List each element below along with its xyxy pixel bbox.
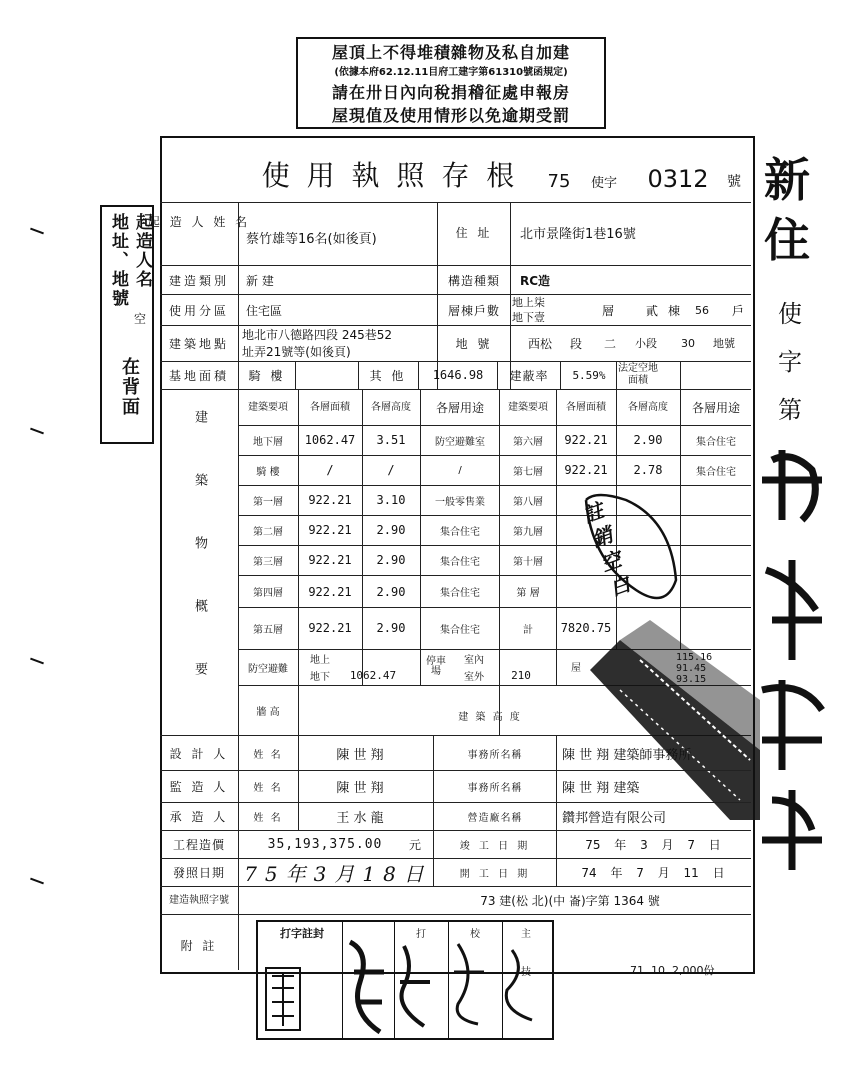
zone-label: 使用分區 [168,303,229,318]
floor-name: 第四層 [253,588,283,599]
notice-line2: (依據本府62.12.11目府工建字第61310號函規定) [334,67,568,78]
site-label: 建築地點 [168,336,229,351]
notice-line4: 屋現值及使用情形以免逾期受罰 [331,106,570,125]
below-label: 地下 [310,671,330,683]
rule [510,202,511,389]
floor-name: 地下層 [253,436,283,448]
supervisor-name: 陳 世 翔 [336,780,384,796]
right-char: 字 [778,348,802,376]
hdr-height-right: 各層高度 [628,401,668,413]
hdr-area-right: 各層面積 [566,401,606,413]
lot-section: 西松 [527,336,552,351]
rule [160,914,751,915]
right-margin-text-2 [778,290,802,434]
floor-name: 第一層 [253,496,283,508]
floor-use: 集合住宅 [440,588,480,599]
permit-label: 建造執照字號 [169,894,229,906]
signoff-col: 打 [416,928,426,940]
issue-value: 75年3月18日 [244,861,432,886]
floor-name: 計 [523,624,533,636]
floor-name: 第 層 [516,588,540,599]
rule [160,830,751,831]
notice-line1: 屋頂上不得堆積雜物及私自加建 [331,43,570,62]
permit-value: 73 建(松 北)(中 崙)字第 1364 號 [480,893,660,908]
hdr-item-left: 建築要項 [248,401,288,413]
base-label: 基地面積 [168,368,229,383]
floor-use: 集合住宅 [696,466,736,478]
outdoor-label: 室外 [464,671,484,683]
roof-value: 93.15 [676,674,707,685]
coverage-value: 5.59% [572,368,606,382]
rule [238,425,751,426]
cost-value: 35,193,375.00 [267,836,383,852]
signoff-box [256,920,554,1040]
below-value: 1062.47 [349,668,397,682]
floor-area: 922.21 [308,523,352,537]
rule [238,455,751,456]
permit-prefix: 使字 [590,175,617,191]
hdr-use-right: 各層用途 [691,400,740,415]
site-line2: 址弄21號等(如後頁) [242,345,351,359]
floor-height: / [387,463,395,477]
owner-value: 蔡竹雄等16名(如後頁) [246,231,377,247]
designer-label: 設 計 人 [169,746,229,761]
rule [298,735,299,830]
print-code: 71. 10. 2,000份 [630,964,715,977]
floors-above: 地上柒 [512,296,545,309]
floor-height: 3.10 [376,493,406,507]
owner-label: 起 造 人 姓 名 [147,214,251,229]
rule [160,294,751,295]
floors-buildings: 貳 [645,303,658,318]
side-mark: 空 [134,312,147,326]
structure-value: RC造 [520,273,551,288]
floor-height: 2.90 [376,553,406,567]
floors-unit1: 層 [601,303,614,318]
parking-label: 停車場 [426,656,446,677]
floor-name: 第三層 [253,556,283,568]
rule [295,361,296,389]
floor-area: 922.21 [564,463,608,477]
floors-households: 56 [695,303,709,317]
rule [560,361,561,389]
lot-unit1: 段 [569,336,582,351]
floor-use: 防空避難室 [435,436,485,448]
floors-unit3: 戶 [731,303,744,318]
designer-name-label: 姓 名 [253,749,283,761]
rule [556,735,557,886]
indoor-label: 室內 [464,654,484,666]
right-margin-text [764,150,824,270]
floor-use: 集合住宅 [440,556,480,568]
rule [160,802,751,803]
signoff-col: 技 [521,966,531,978]
side-col1: 起造人名 [132,213,152,289]
supervisor-name-label: 姓 名 [253,782,283,794]
building-summary-label: 建築物概要 [192,410,207,725]
rule [499,389,500,735]
side-col3: 在背面 [119,357,140,417]
scan-mark [30,428,44,435]
floor-use: 集合住宅 [440,526,480,538]
supervisor-label: 監 造 人 [169,779,229,794]
right-margin-stamp-marks [752,440,864,900]
scan-mark [30,878,44,885]
rule [418,361,419,389]
hdr-item-right: 建築要項 [508,401,548,413]
coverage-label: 建蔽率 [509,368,549,383]
permit-suffix: 號 [727,174,741,190]
finish-label: 竣 工 日 期 [459,840,531,852]
lot-sub: 二 [603,336,616,351]
floor-name: 第二層 [253,526,283,538]
other-value: 1646.98 [432,368,484,382]
rule [362,389,363,685]
signoff-col: 主 [521,928,531,940]
rule [160,265,751,266]
signoff-title: 打字註封 [280,927,324,940]
side-label-box [100,205,154,444]
right-char: 住 [764,213,810,267]
floor-name: 第五層 [253,624,283,636]
structure-label: 構造種類 [447,273,500,288]
notice-stamp [296,37,606,129]
site-line1: 地北市八德路四段 245巷52 [242,328,392,342]
floor-use: 集合住宅 [440,624,480,636]
contractor-company: 鑽邦營造有限公司 [562,810,667,826]
rule [358,361,359,389]
rule [298,389,299,735]
lot-number: 30 [681,336,695,350]
designer-office: 陳 世 翔 建築師事務所 [562,747,692,763]
rule [556,389,557,685]
floor-height: 2.78 [633,463,663,477]
roof-value: 91.45 [676,663,707,674]
contractor-company-label: 營造廠名稱 [467,812,523,824]
floor-height: 2.90 [376,584,406,599]
issue-label: 發照日期 [172,865,225,880]
hdr-area-left: 各層面積 [310,401,350,413]
floor-area: / [326,463,334,477]
supervisor-office: 陳 世 翔 建築 [562,780,640,796]
start-label: 開 工 日 期 [459,868,531,880]
void-stamp-text: 註銷空白 [576,499,636,606]
floor-total-area: 7820.75 [560,621,612,635]
rule [160,770,751,771]
right-char: 第 [778,396,802,424]
floor-name: 第十層 [513,556,543,568]
rule [238,485,751,486]
scan-mark [30,658,44,665]
build-type-value: 新 建 [246,273,274,288]
signoff-col: 校 [470,928,480,940]
lot-label: 地 號 [455,336,493,351]
rule [420,389,421,685]
address-label: 住 址 [455,225,493,240]
floors-unit2: 棟 [667,303,680,318]
designer-name: 陳 世 翔 [336,747,384,763]
roof-label: 屋 [571,662,581,674]
start-value: 74 年 7 月 11 日 [581,865,725,880]
floor-height: 2.90 [633,433,663,447]
build-type-label: 建造類別 [168,273,229,288]
floor-height: 2.90 [376,523,406,537]
floor-area: 922.21 [308,493,352,507]
note-label: 附 註 [180,938,218,953]
rule [497,361,498,389]
rule [160,202,751,203]
floor-use: / [458,464,462,476]
floor-height: 2.90 [376,621,406,635]
floor-area: 922.21 [308,553,352,567]
rule [680,361,681,389]
permit-year: 75 [547,170,571,192]
contractor-label: 承 造 人 [169,809,229,824]
designer-office-label: 事務所名稱 [467,749,523,761]
permit-number: 0312 [647,165,709,193]
zone-value: 住宅區 [246,303,283,318]
cost-unit: 元 [408,837,421,852]
hdr-use-left: 各層用途 [435,400,484,415]
rule [616,361,617,389]
floors-label: 層棟戶數 [447,303,500,318]
floor-area: 922.21 [564,433,608,447]
shelter-label: 防空避難 [248,663,288,675]
arcade-label: 騎 樓 [248,368,286,383]
fence-label: 牆 高 [256,706,280,718]
signoff-signatures [258,922,552,1038]
contractor-name: 王 水 龍 [336,810,384,826]
floor-use: 一般零售業 [435,496,485,508]
outdoor-value: 210 [511,668,531,682]
floor-area: 1062.47 [304,433,356,447]
form-title: 使 用 執 照 存 根 [261,159,519,192]
floor-name: 騎 樓 [256,466,280,478]
right-char: 新 [764,153,810,207]
floor-area: 922.21 [308,621,352,635]
cost-label: 工程造價 [172,837,225,852]
floor-use: 集合住宅 [696,436,736,448]
rule [238,202,239,970]
scan-mark [30,228,44,235]
rule [160,389,751,390]
building-height-label: 建 築 高 度 [458,711,522,723]
address-value: 北市景隆街1巷16號 [520,226,636,242]
roof-value: 115.16 [676,652,713,663]
rule [160,361,751,362]
floor-name: 第七層 [513,466,543,478]
floor-name: 第八層 [513,496,543,508]
lot-unit2: 小段 [635,337,657,350]
floors-below: 地下壹 [512,311,545,324]
floor-area: 922.21 [308,584,352,599]
rule [433,735,434,886]
side-col2: 地址、地號 [108,213,128,308]
rule [437,202,438,389]
notice-line3: 請在卅日內向稅捐稽征處申報房 [331,83,570,102]
supervisor-office-label: 事務所名稱 [467,782,523,794]
other-label: 其 他 [369,368,407,383]
hdr-height-left: 各層高度 [371,401,411,413]
finish-value: 75 年 3 月 7 日 [585,837,721,852]
rule [420,649,421,685]
floor-name: 第九層 [513,526,543,538]
right-char: 使 [778,300,802,328]
above-label: 地上 [310,654,330,666]
floor-name: 第六層 [513,436,543,448]
lot-unit3: 地號 [713,337,735,350]
contractor-name-label: 姓 名 [253,812,283,824]
open-label: 法定空地面積 [618,363,658,386]
floor-height: 3.51 [376,433,406,447]
